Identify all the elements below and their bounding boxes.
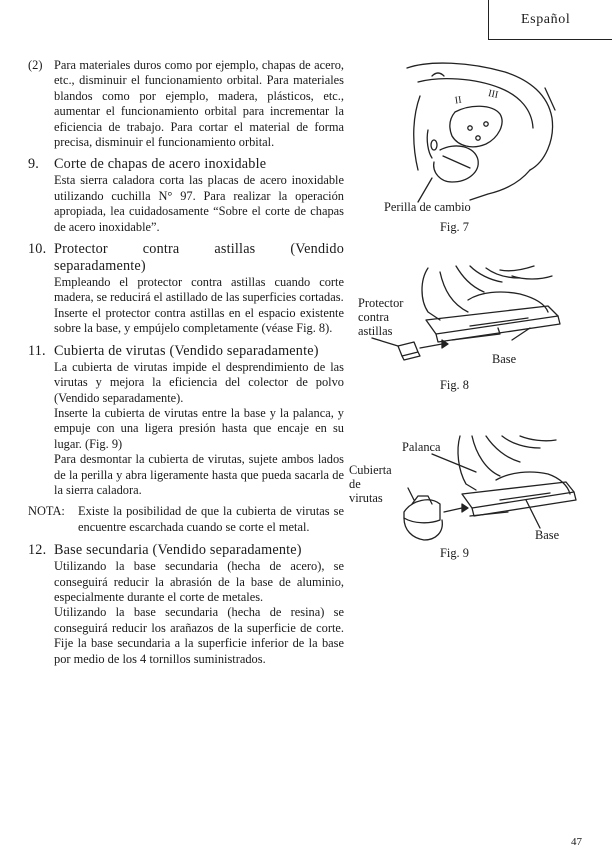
section-title: Cubierta de virutas (Vendido separadamente) — [54, 342, 319, 359]
page-number: 47 — [571, 836, 582, 848]
section-paragraph: Para desmontar la cubierta de virutas, sujete ambos lados de la perilla y abra ligeramente hasta que pueda sacarla de la sierra caladora. — [54, 452, 344, 497]
fig8-caption: Fig. 8 — [440, 378, 469, 392]
section-number: (2) — [28, 58, 43, 72]
language-label: Español — [521, 12, 571, 27]
section-paragraph: Inserte la cubierta de virutas entre la base y la palanca, y empuje con una ligera presión hasta que encaje en su lugar. (Fig. 9) — [54, 405, 344, 451]
section-paragraph: Inserte el protector contra astillas en el espacio existente sobre la base, y empújelo completamente (véase Fig. 8). — [54, 305, 344, 336]
section-number: 10. — [28, 241, 47, 258]
section-title: Protector contra astillas (Vendido separadamente) — [54, 241, 344, 275]
fig8-label-base: Base — [492, 352, 517, 366]
fig7-caption: Fig. 7 — [440, 220, 469, 234]
fig9-caption: Fig. 9 — [440, 546, 469, 560]
section-paragraph: Utilizando la base secundaria (hecha de acero), se conseguirá reducir la abrasión de la base de aluminio, especialmente durante el corte de metales. — [54, 559, 344, 604]
fig7-label-knob: Perilla de cambio — [384, 200, 471, 214]
dial-mark-iii: III — [487, 88, 500, 101]
fig8-label-guard: Protector contra astillas — [358, 296, 404, 338]
section-title: Base secundaria (Vendido separadamente) — [54, 542, 302, 559]
section-paragraph: Utilizando la base secundaria (hecha de resina) se conseguirá reducir los arañazos de la superficie de corte. Fije la base secundaria a la superficie inferior de la base por medio de los 4 tornillos suministrados. — [54, 605, 344, 666]
fig9-label-cover: Cubierta de virutas — [349, 463, 392, 505]
section-number: 12. — [28, 542, 47, 559]
section-paragraph: Empleando el protector contra astillas cuando corte madera, se reducirá el astillado de las superficies cortadas. — [54, 275, 344, 305]
fig9-label-lever: Palanca — [402, 440, 441, 454]
section-paragraph: Esta sierra caladora corta las placas de acero inoxidable utilizando cuchilla N° 97. Para realizar la operación apropiada, lea cuidadosamente “Sobre el corte de chapas de acero inoxidable”. — [54, 173, 344, 234]
section-number: 11. — [28, 342, 46, 359]
section-paragraph: Para materiales duros como por ejemplo, chapas de acero, etc., disminuir el funcionamiento orbital. Para materiales blandos como por ejemplo, madera, plásticos, etc., aumentar el funcionamiento orbital para incrementar la eficiencia de trabajo. Para cortar el material de forma precisa, disminuir el funcionamiento orbital. — [54, 58, 344, 150]
section-number: 9. — [28, 156, 40, 173]
note-text: Existe la posibilidad de que la cubierta de virutas se encuentre escarchada cuando se corte el metal. — [78, 504, 344, 534]
note-label: NOTA: — [28, 504, 65, 519]
fig9-label-base: Base — [535, 528, 560, 542]
dial-mark-ii: II — [454, 94, 463, 107]
section-title: Corte de chapas de acero inoxidable — [54, 156, 267, 173]
section-paragraph: La cubierta de virutas impide el desprendimiento de las virutas y mejora la eficiencia del colector de polvo (Vendido separadamente). — [54, 359, 344, 405]
